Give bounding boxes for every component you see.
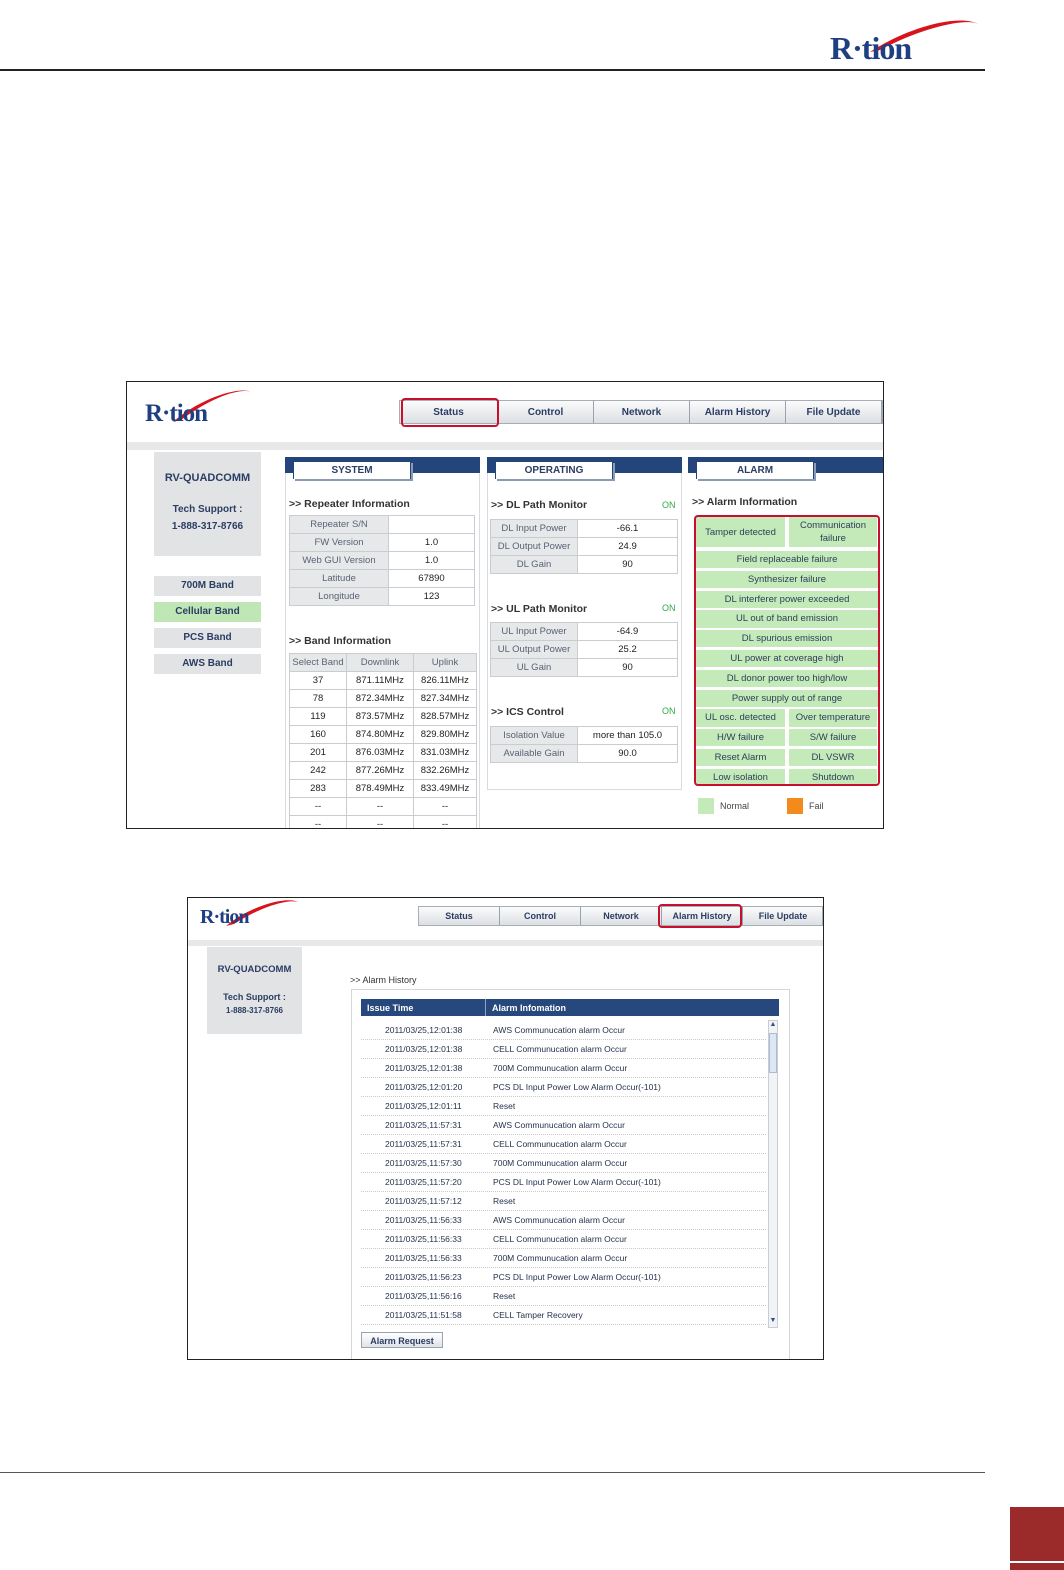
alarm-item: Field replaceable failure	[696, 551, 878, 568]
scroll-down-icon[interactable]: ▼	[769, 1317, 777, 1324]
alarm-message: PCS DL Input Power Low Alarm Occur(-101)	[493, 1177, 661, 1187]
table-row: Isolation Value more than 105.0	[491, 727, 678, 745]
alarm-item: DL interferer power exceeded	[696, 591, 878, 608]
header-issue-time: Issue Time	[367, 1003, 414, 1013]
alarm-message: AWS Communucation alarm Occur	[493, 1025, 625, 1035]
alarm-message: CELL Tamper Recovery	[493, 1310, 583, 1320]
issue-time: 2011/03/25,11:57:31	[385, 1120, 462, 1130]
alarm-item: DL VSWR	[789, 749, 877, 766]
tab-alarm-history[interactable]: Alarm History	[690, 401, 786, 423]
history-logo: R·tion	[200, 898, 300, 934]
table-row: 37 871.11MHz 826.11MHz	[290, 672, 477, 690]
issue-time: 2011/03/25,11:56:23	[385, 1272, 462, 1282]
tech-support-phone: 1-888-317-8766	[171, 521, 244, 532]
alarm-message: 700M Communucation alarm Occur	[493, 1158, 628, 1168]
alarm-history-tab-highlight	[658, 904, 742, 928]
table-row: Latitude 67890	[290, 570, 475, 588]
status-divider	[127, 442, 883, 450]
device-info-box	[154, 452, 261, 556]
alarm-item: Shutdown	[789, 769, 877, 786]
band-aws[interactable]: AWS Band	[154, 654, 261, 674]
tab-control[interactable]: Control	[500, 907, 581, 925]
alarm-message: PCS DL Input Power Low Alarm Occur(-101)	[493, 1082, 661, 1092]
history-row	[361, 1039, 766, 1059]
alarm-message: 700M Communucation alarm Occur	[493, 1253, 628, 1263]
issue-time: 2011/03/25,11:56:16	[385, 1291, 462, 1301]
status-logo: R·tion	[145, 386, 255, 432]
table-row: Repeater S/N	[290, 516, 475, 534]
history-title: >> Alarm History	[350, 975, 417, 985]
issue-time: 2011/03/25,11:57:30	[385, 1158, 462, 1168]
history-row	[361, 1191, 766, 1211]
page-tab-marker	[1010, 1507, 1064, 1561]
tab-network[interactable]: Network	[581, 907, 662, 925]
alarm-tab: ALARM	[696, 461, 814, 479]
alarm-message: CELL Communucation alarm Occur	[493, 1044, 627, 1054]
table-row: 119 873.57MHz 828.57MHz	[290, 708, 477, 726]
alarm-communication-failure: Communication failure	[789, 517, 877, 547]
alarm-message: Reset	[493, 1196, 516, 1206]
tab-status[interactable]: Status	[419, 907, 500, 925]
issue-time: 2011/03/25,12:01:38	[385, 1025, 463, 1035]
alarm-item: Synthesizer failure	[696, 571, 878, 588]
tab-alarm-history[interactable]: Alarm History	[662, 907, 743, 925]
alarm-item: S/W failure	[789, 729, 877, 746]
alarm-message: AWS Communucation alarm Occur	[493, 1215, 625, 1225]
table-row: 242 877.26MHz 832.26MHz	[290, 762, 477, 780]
alarm-tamper-detected: Tamper detected	[696, 517, 785, 547]
history-row	[361, 1248, 766, 1268]
header-rule	[0, 69, 985, 71]
alarm-item: Over temperature	[789, 709, 877, 726]
alarm-message: AWS Communucation alarm Occur	[493, 1120, 625, 1130]
operating-tab: OPERATING	[495, 461, 613, 479]
tech-support-label: Tech Support :	[172, 504, 243, 515]
table-header-row: Select Band Downlink Uplink	[290, 654, 477, 672]
table-row: DL Gain 90	[491, 556, 678, 574]
footer-rule	[0, 1472, 985, 1473]
ics-control-state: ON	[662, 706, 676, 716]
table-row: DL Input Power -66.1	[491, 520, 678, 538]
tab-network[interactable]: Network	[594, 401, 690, 423]
repeater-info-table	[289, 515, 475, 606]
tab-status[interactable]: Status	[400, 401, 498, 423]
alarm-item: Low isolation	[696, 769, 785, 786]
history-list	[361, 1020, 766, 1328]
header-alarm-info: Alarm Infomation	[492, 1003, 567, 1013]
table-row: FW Version 1.0	[290, 534, 475, 552]
table-row: DL Output Power 24.9	[491, 538, 678, 556]
history-row	[361, 1267, 766, 1287]
scroll-up-icon[interactable]: ▲	[769, 1021, 777, 1028]
band-700m[interactable]: 700M Band	[154, 576, 261, 596]
table-row: Available Gain 90.0	[491, 745, 678, 763]
issue-time: 2011/03/25,12:01:38	[385, 1044, 463, 1054]
table-row: Longitude 123	[290, 588, 475, 606]
alarm-message: CELL Communucation alarm Occur	[493, 1234, 627, 1244]
alarm-highlight	[694, 515, 880, 786]
dl-path-state: ON	[662, 500, 676, 510]
alarm-item: H/W failure	[696, 729, 785, 746]
table-row: -- -- --	[290, 816, 477, 830]
ics-control-title: >> ICS Control	[491, 706, 564, 718]
history-scrollbar[interactable]	[768, 1020, 778, 1328]
alarm-item: Reset Alarm	[696, 749, 785, 766]
alarm-message: Reset	[493, 1101, 516, 1111]
band-info-title: >> Band Information	[289, 635, 392, 647]
issue-time: 2011/03/25,12:01:20	[385, 1082, 463, 1092]
tab-control[interactable]: Control	[498, 401, 594, 423]
device-name: RV-QUADCOMM	[217, 964, 292, 975]
history-row	[361, 1115, 766, 1135]
issue-time: 2011/03/25,11:57:12	[385, 1196, 462, 1206]
issue-time: 2011/03/25,12:01:38	[385, 1063, 463, 1073]
tech-support-label: Tech Support :	[223, 992, 286, 1002]
history-row	[361, 1210, 766, 1230]
table-row: 78 872.34MHz 827.34MHz	[290, 690, 477, 708]
alarm-item: UL power at coverage high	[696, 650, 878, 667]
tab-file-update[interactable]: File Update	[786, 401, 882, 423]
band-cellular[interactable]: Cellular Band	[154, 602, 261, 622]
alarm-message: Reset	[493, 1291, 516, 1301]
table-row: -- -- --	[290, 798, 477, 816]
issue-time: 2011/03/25,11:57:20	[385, 1177, 462, 1187]
ul-path-table	[490, 622, 678, 677]
alarm-message: CELL Communucation alarm Occur	[493, 1139, 627, 1149]
history-row	[361, 1134, 766, 1154]
dl-path-title: >> DL Path Monitor	[491, 499, 588, 511]
history-header	[361, 999, 779, 1016]
dl-path-table	[490, 519, 678, 574]
history-navbar	[418, 906, 823, 926]
device-name: RV-QUADCOMM	[164, 472, 251, 484]
history-row	[361, 1096, 766, 1116]
page-logo: R·tion	[830, 16, 990, 66]
issue-time: 2011/03/25,11:56:33	[385, 1215, 462, 1225]
tech-support-phone: 1-888-317-8766	[226, 1006, 283, 1015]
issue-time: 2011/03/25,11:51:58	[385, 1310, 462, 1320]
header-divider	[485, 999, 486, 1016]
alarm-message: PCS DL Input Power Low Alarm Occur(-101)	[493, 1272, 661, 1282]
table-row: UL Input Power -64.9	[491, 623, 678, 641]
alarm-item: DL spurious emission	[696, 630, 878, 647]
system-tab: SYSTEM	[293, 461, 411, 479]
repeater-info-title: >> Repeater Information	[289, 498, 410, 510]
band-pcs[interactable]: PCS Band	[154, 628, 261, 648]
alarm-item: UL out of band emission	[696, 610, 878, 627]
table-row: Web GUI Version 1.0	[290, 552, 475, 570]
ics-control-table	[490, 726, 678, 763]
alarm-request-button[interactable]: Alarm Request	[361, 1332, 443, 1348]
table-row: UL Output Power 25.2	[491, 641, 678, 659]
status-screenshot	[126, 381, 884, 829]
ul-path-title: >> UL Path Monitor	[491, 603, 588, 615]
history-row	[361, 1286, 766, 1306]
history-row	[361, 1020, 766, 1040]
issue-time: 2011/03/25,12:01:11	[385, 1101, 462, 1111]
alarm-item: Power supply out of range	[696, 690, 878, 707]
legend-fail-label: Fail	[809, 801, 824, 811]
alarm-info-title: >> Alarm Information	[692, 496, 798, 508]
issue-time: 2011/03/25,11:56:33	[385, 1234, 462, 1244]
history-row	[361, 1153, 766, 1173]
alarm-item: DL donor power too high/low	[696, 670, 878, 687]
device-info-box	[207, 947, 302, 1034]
legend-normal-label: Normal	[720, 801, 750, 811]
issue-time: 2011/03/25,11:56:33	[385, 1253, 462, 1263]
tab-file-update[interactable]: File Update	[743, 907, 824, 925]
history-row	[361, 1229, 766, 1249]
alarm-item: UL osc. detected	[696, 709, 785, 726]
history-row	[361, 1077, 766, 1097]
alarm-history-screenshot	[187, 897, 824, 1360]
alarm-message: 700M Communucation alarm Occur	[493, 1063, 628, 1073]
page-tab-marker-lower	[1010, 1563, 1064, 1570]
legend-normal-swatch	[698, 798, 714, 814]
history-row	[361, 1172, 766, 1192]
table-row: 201 876.03MHz 831.03MHz	[290, 744, 477, 762]
history-row	[361, 1305, 766, 1325]
table-row: 283 878.49MHz 833.49MHz	[290, 780, 477, 798]
history-divider	[188, 940, 823, 946]
issue-time: 2011/03/25,11:57:31	[385, 1139, 462, 1149]
table-row: 160 874.80MHz 829.80MHz	[290, 726, 477, 744]
ul-path-state: ON	[662, 603, 676, 613]
status-tab-highlight	[401, 398, 499, 427]
legend-fail-swatch	[787, 798, 803, 814]
history-row	[361, 1058, 766, 1078]
table-row: UL Gain 90	[491, 659, 678, 677]
scroll-thumb[interactable]	[769, 1033, 777, 1073]
band-info-table	[289, 653, 477, 829]
